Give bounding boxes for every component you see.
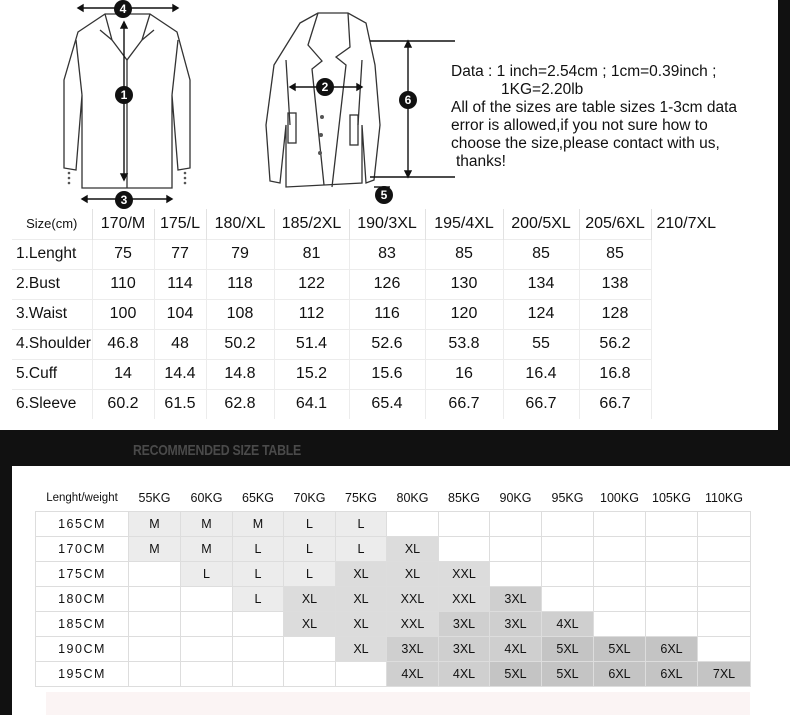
note-line: 1KG=2.20lb: [501, 81, 584, 98]
rec-size-cell: [698, 636, 751, 661]
rec-size-cell: [181, 586, 233, 611]
rec-size-cell: XL: [387, 561, 439, 586]
rec-size-cell: [594, 511, 646, 536]
size-column-header: 175/L: [154, 209, 206, 239]
size-row: [12, 239, 721, 269]
size-column-header: 210/7XL: [656, 215, 717, 232]
size-column-header: 170/M: [92, 209, 154, 239]
rec-size-cell: M: [129, 511, 181, 536]
rec-size-cell: [542, 536, 594, 561]
rec-size-cell: [129, 611, 181, 636]
height-label: 175CM: [36, 561, 129, 586]
recommended-size-table: [35, 486, 751, 687]
size-row: [12, 359, 721, 389]
size-cell: 118: [206, 269, 274, 299]
rec-size-cell: [542, 586, 594, 611]
note-line: All of the sizes are table sizes 1-3cm data: [451, 99, 738, 116]
rec-size-cell: [129, 636, 181, 661]
rec-size-cell: L: [181, 561, 233, 586]
rec-size-cell: [698, 586, 751, 611]
rec-size-cell: [646, 586, 698, 611]
rec-row: [36, 636, 751, 661]
rec-size-cell: [233, 636, 284, 661]
size-row-label: 4.Shoulder: [12, 329, 92, 359]
size-cell: [651, 329, 721, 359]
size-cell: 16: [425, 359, 503, 389]
rec-size-cell: 4XL: [387, 661, 439, 686]
size-cell: 122: [274, 269, 349, 299]
rec-size-cell: 3XL: [439, 636, 490, 661]
weight-header: 75KG: [345, 491, 377, 506]
size-column-header: 190/3XL: [349, 209, 425, 239]
size-column-header: 195/4XL: [425, 209, 503, 239]
size-cell: [651, 269, 721, 299]
size-cell: 83: [349, 239, 425, 269]
rec-size-cell: 4XL: [439, 661, 490, 686]
size-cell: 120: [425, 299, 503, 329]
rec-size-cell: M: [181, 536, 233, 561]
rec-size-cell: 6XL: [594, 661, 646, 686]
rec-size-cell: 4XL: [490, 636, 542, 661]
marker-1: 1: [115, 86, 133, 104]
size-cell: 128: [579, 299, 651, 329]
size-row-label: 2.Bust: [12, 269, 92, 299]
rec-size-cell: M: [181, 511, 233, 536]
size-cell: 79: [206, 239, 274, 269]
size-row-label: 5.Cuff: [12, 359, 92, 389]
rec-size-cell: [233, 611, 284, 636]
size-row: [12, 329, 721, 359]
size-cell: 53.8: [425, 329, 503, 359]
weight-header: 110KG: [705, 491, 743, 506]
rec-size-cell: [284, 661, 336, 686]
rec-table-corner: Lenght/weight: [46, 492, 118, 505]
size-cell: 65.4: [349, 389, 425, 419]
rec-row: [36, 536, 751, 561]
size-cell: 85: [425, 239, 503, 269]
weight-header: 55KG: [138, 491, 171, 506]
size-cell: 66.7: [579, 389, 651, 419]
size-cell: 110: [92, 269, 154, 299]
size-cell: [651, 359, 721, 389]
size-cell: 81: [274, 239, 349, 269]
rec-size-cell: 6XL: [646, 661, 698, 686]
rec-table-header: [36, 486, 751, 511]
rec-size-cell: [698, 611, 751, 636]
rec-size-cell: [284, 636, 336, 661]
rec-size-cell: [542, 511, 594, 536]
size-cell: 112: [274, 299, 349, 329]
size-cell: 62.8: [206, 389, 274, 419]
rec-size-cell: [698, 536, 751, 561]
rec-size-cell: [181, 661, 233, 686]
size-cell: 66.7: [503, 389, 579, 419]
rec-size-cell: XL: [336, 561, 387, 586]
size-cell: 126: [349, 269, 425, 299]
rec-size-cell: L: [336, 511, 387, 536]
size-table-corner: Size(cm): [12, 209, 92, 239]
size-row: [12, 269, 721, 299]
size-cell: 134: [503, 269, 579, 299]
rec-size-cell: [490, 561, 542, 586]
rec-size-cell: M: [129, 536, 181, 561]
size-cell: [651, 389, 721, 419]
rec-size-cell: [542, 561, 594, 586]
rec-size-cell: [181, 636, 233, 661]
size-row: [12, 299, 721, 329]
weight-header: 80KG: [396, 491, 429, 506]
rec-size-cell: [129, 561, 181, 586]
height-label: 170CM: [36, 536, 129, 561]
rec-size-cell: 5XL: [594, 636, 646, 661]
footer-strip: [46, 692, 750, 715]
rec-size-cell: [646, 561, 698, 586]
size-row-label: 3.Waist: [12, 299, 92, 329]
size-cell: 55: [503, 329, 579, 359]
size-cell: 75: [92, 239, 154, 269]
weight-header: 60KG: [190, 491, 223, 506]
size-cell: 66.7: [425, 389, 503, 419]
note-line: choose the size,please contact with us,: [451, 135, 720, 152]
size-cell: 64.1: [274, 389, 349, 419]
rec-size-cell: [646, 611, 698, 636]
rec-size-cell: XXL: [387, 611, 439, 636]
size-column-header: 180/XL: [206, 209, 274, 239]
rec-size-cell: XL: [284, 611, 336, 636]
note-line: thanks!: [456, 153, 506, 170]
rec-size-cell: [439, 511, 490, 536]
marker-6: 6: [399, 91, 417, 109]
rec-size-cell: 3XL: [490, 586, 542, 611]
rec-size-cell: L: [284, 511, 336, 536]
size-cell: 56.2: [579, 329, 651, 359]
rec-size-cell: XL: [336, 611, 387, 636]
jacket-front-illustration: [50, 0, 210, 210]
recommended-title: RECOMMENDED SIZE TABLE: [133, 442, 301, 459]
rec-size-cell: L: [284, 536, 336, 561]
rec-size-cell: 3XL: [439, 611, 490, 636]
size-row: [12, 389, 721, 419]
size-cell: 16.8: [579, 359, 651, 389]
size-cell: 15.6: [349, 359, 425, 389]
rec-size-cell: [233, 661, 284, 686]
section-divider: [0, 430, 790, 466]
size-cell: 100: [92, 299, 154, 329]
size-cell: 16.4: [503, 359, 579, 389]
size-cell: 51.4: [274, 329, 349, 359]
weight-header: 100KG: [600, 491, 639, 506]
rec-size-cell: XXL: [387, 586, 439, 611]
rec-size-cell: 5XL: [542, 661, 594, 686]
rec-size-cell: [594, 611, 646, 636]
weight-header: 65KG: [242, 491, 274, 506]
rec-size-cell: 4XL: [542, 611, 594, 636]
rec-size-cell: XXL: [439, 561, 490, 586]
size-cell: [651, 239, 721, 269]
rec-size-cell: 3XL: [387, 636, 439, 661]
size-column-header: 205/6XL: [579, 209, 651, 239]
rec-size-cell: [129, 661, 181, 686]
size-row-label: 6.Sleeve: [12, 389, 92, 419]
size-cell: 61.5: [154, 389, 206, 419]
size-cell: 114: [154, 269, 206, 299]
size-cell: 14: [92, 359, 154, 389]
rec-size-cell: XXL: [439, 586, 490, 611]
size-cell: 104: [154, 299, 206, 329]
rec-size-cell: XL: [284, 586, 336, 611]
rec-size-cell: L: [233, 561, 284, 586]
size-table-header: [12, 209, 721, 239]
rec-size-cell: [129, 586, 181, 611]
rec-size-cell: 5XL: [542, 636, 594, 661]
rec-size-cell: [646, 511, 698, 536]
jacket-open-illustration: [250, 5, 460, 205]
size-cell: 77: [154, 239, 206, 269]
size-cell: 52.6: [349, 329, 425, 359]
weight-header: 90KG: [499, 491, 532, 506]
size-cell: 85: [579, 239, 651, 269]
rec-row: [36, 661, 751, 686]
rec-size-cell: XL: [336, 636, 387, 661]
size-cell: 138: [579, 269, 651, 299]
height-label: 165CM: [36, 511, 129, 536]
size-notes: [451, 63, 737, 171]
height-label: 180CM: [36, 586, 129, 611]
rec-size-cell: [490, 511, 542, 536]
rec-size-cell: [646, 536, 698, 561]
height-label: 195CM: [36, 661, 129, 686]
rec-size-cell: 5XL: [490, 661, 542, 686]
rec-size-cell: L: [336, 536, 387, 561]
rec-size-cell: L: [284, 561, 336, 586]
weight-header: 105KG: [652, 491, 691, 506]
size-row-label: 1.Lenght: [12, 239, 92, 269]
note-line: Data : 1 inch=2.54cm ; 1cm=0.39inch ;: [451, 63, 717, 80]
rec-size-cell: [698, 561, 751, 586]
rec-row: [36, 586, 751, 611]
rec-size-cell: [387, 511, 439, 536]
size-cell: 108: [206, 299, 274, 329]
weight-header: 70KG: [293, 491, 326, 506]
marker-2: 2: [316, 78, 334, 96]
rec-row: [36, 611, 751, 636]
size-cell: 60.2: [92, 389, 154, 419]
marker-4: 4: [114, 0, 132, 18]
rec-row: [36, 561, 751, 586]
marker-3: 3: [115, 191, 133, 209]
size-table: [12, 209, 721, 419]
rec-size-cell: [336, 661, 387, 686]
rec-size-cell: L: [233, 586, 284, 611]
size-cell: 46.8: [92, 329, 154, 359]
size-cell: 124: [503, 299, 579, 329]
note-line: error is allowed,if you not sure how to: [451, 117, 708, 134]
size-cell: 85: [503, 239, 579, 269]
height-label: 185CM: [36, 611, 129, 636]
rec-size-cell: 7XL: [698, 661, 751, 686]
size-column-header: 185/2XL: [274, 209, 349, 239]
size-cell: 15.2: [274, 359, 349, 389]
rec-size-cell: [698, 511, 751, 536]
size-cell: 50.2: [206, 329, 274, 359]
marker-5: 5: [375, 186, 393, 204]
height-label: 190CM: [36, 636, 129, 661]
size-cell: 130: [425, 269, 503, 299]
rec-size-cell: XL: [387, 536, 439, 561]
size-column-header: 200/5XL: [503, 209, 579, 239]
rec-size-cell: [594, 536, 646, 561]
rec-size-cell: XL: [336, 586, 387, 611]
rec-size-cell: [594, 561, 646, 586]
size-cell: [651, 299, 721, 329]
size-cell: 14.8: [206, 359, 274, 389]
size-cell: 116: [349, 299, 425, 329]
rec-size-cell: [594, 586, 646, 611]
weight-header: 85KG: [448, 491, 480, 506]
rec-size-cell: 6XL: [646, 636, 698, 661]
size-cell: 48: [154, 329, 206, 359]
rec-size-cell: L: [233, 536, 284, 561]
rec-size-cell: M: [233, 511, 284, 536]
rec-size-cell: [181, 611, 233, 636]
size-cell: 14.4: [154, 359, 206, 389]
weight-header: 95KG: [551, 491, 584, 506]
rec-size-cell: [490, 536, 542, 561]
rec-size-cell: 3XL: [490, 611, 542, 636]
rec-size-cell: [439, 536, 490, 561]
rec-row: [36, 511, 751, 536]
